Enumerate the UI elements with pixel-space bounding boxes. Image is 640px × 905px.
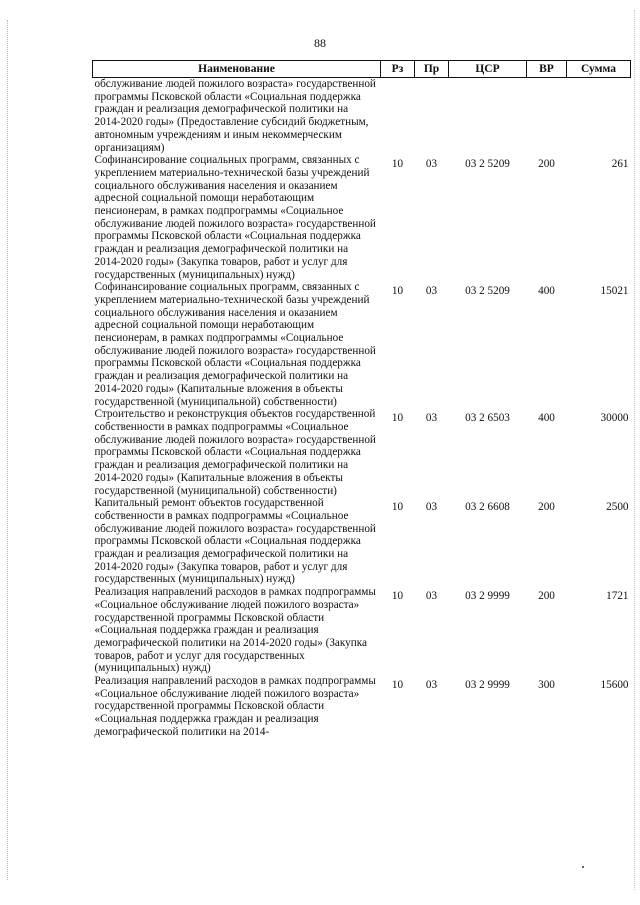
budget-table: [92, 60, 631, 739]
row-csr: 03 2 6503: [465, 412, 510, 425]
row-sum: 30000: [600, 412, 629, 425]
row-rz: [381, 78, 415, 155]
row-pr: 03: [425, 285, 438, 298]
row-rz: 10: [391, 285, 404, 298]
header-pr: Пр: [415, 61, 449, 78]
row-name: обслуживание людей пожилого возраста» государственной программы Псковской области «Социальная поддержка граждан и реализация демографической политики на 2014-2020 годы» (Предоставление субсидий бюджетным, автономным учреждениям и иным некоммерческим организациям): [94, 78, 376, 154]
table-row: [93, 78, 631, 155]
row-pr: 03: [425, 679, 438, 692]
row-sum: 1721: [606, 590, 629, 603]
row-vr: 400: [538, 285, 555, 298]
scan-right-edge: [634, 10, 636, 890]
row-name: Строительство и реконструкция объектов государственной собственности в рамках подпрограммы «Социальное обслуживание людей пожилого возраста» государственной программы Псковской области «Социальная поддержка граждан и реализация демографической политики на 2014-2020 годы» (Капитальные вложения в объекты государственной (муниципальной) собственности): [94, 408, 376, 497]
row-name: Капитальный ремонт объектов государственной собственности в рамках подпрограммы «Социальное обслуживание людей пожилого возраста» государственной программы Псковской области «Социальная поддержка граждан и реализация демографической политики на 2014-2020 годы» (Закупка товаров, работ и услуг для государственных (муниципальных) нужд): [94, 497, 376, 586]
row-vr: 200: [538, 158, 555, 171]
row-csr: 03 2 5209: [465, 285, 510, 298]
row-csr: 03 2 9999: [465, 590, 510, 603]
header-name: Наименование: [93, 61, 381, 78]
table-row: [93, 154, 631, 281]
row-pr: [415, 78, 449, 155]
row-pr: 03: [425, 158, 438, 171]
row-rz: 10: [391, 679, 404, 692]
header-rz: Рз: [381, 61, 415, 78]
row-sum: 261: [611, 158, 629, 171]
row-rz: 10: [391, 590, 404, 603]
row-vr: 300: [538, 679, 555, 692]
table-row: [93, 497, 631, 586]
row-rz: 10: [391, 501, 404, 514]
row-vr: 200: [538, 501, 555, 514]
table-row: [93, 408, 631, 497]
table-header-row: [93, 61, 631, 78]
row-name: Реализация направлений расходов в рамках подпрограммы «Социальное обслуживание людей пожилого возраста» государственной программы Псковской области «Социальная поддержка граждан и реализация демографической политики на 2014-2020 годы» (Закупка товаров, работ и услуг для государственных (муниципальных) нужд): [94, 586, 376, 675]
row-pr: 03: [425, 412, 438, 425]
row-rz: 10: [391, 412, 404, 425]
scan-left-edge: [7, 20, 9, 880]
row-csr: [449, 78, 527, 155]
row-csr: 03 2 9999: [465, 679, 510, 692]
row-pr: 03: [425, 501, 438, 514]
table-row: [93, 586, 631, 675]
header-vr: ВР: [527, 61, 567, 78]
row-pr: 03: [425, 590, 438, 603]
row-csr: 03 2 5209: [465, 158, 510, 171]
row-name: Софинансирование социальных программ, связанных с укреплением материально-технической базы учреждений социального обслуживания населения и оказанием адресной социальной помощи неработающим пенсионерам, в рамках подпрограммы «Социальное обслуживание людей пожилого возраста» государственной программы Псковской области «Социальная поддержка граждан и реализация демографической политики на 2014-2020 годы» (Капитальные вложения в объекты государственной (муниципальной) собственности): [94, 281, 376, 408]
row-vr: 200: [538, 590, 555, 603]
row-csr: 03 2 6608: [465, 501, 510, 514]
page-number: 88: [314, 36, 326, 50]
row-rz: 10: [391, 158, 404, 171]
table-row: [93, 675, 631, 739]
row-vr: [527, 78, 567, 155]
row-vr: 400: [538, 412, 555, 425]
header-csr: ЦСР: [449, 61, 527, 78]
row-sum: 2500: [606, 501, 629, 514]
row-name: Софинансирование социальных программ, связанных с укреплением материально-технической базы учреждений социального обслуживания населения и оказанием адресной социальной помощи неработающим пенсионерам, в рамках подпрограммы «Социальное обслуживание людей пожилого возраста» государственной программы Псковской области «Социальная поддержка граждан и реализация демографической политики на 2014-2020 годы» (Закупка товаров, работ и услуг для государственных (муниципальных) нужд): [94, 154, 376, 281]
row-name: Реализация направлений расходов в рамках подпрограммы «Социальное обслуживание людей пожилого возраста» государственной программы Псковской области «Социальная поддержка граждан и реализация демографической политики на 2014-: [94, 675, 376, 738]
row-sum: 15021: [600, 285, 629, 298]
header-sum: Сумма: [567, 61, 631, 78]
row-sum: [567, 78, 631, 155]
row-sum: 15600: [600, 679, 629, 692]
table-row: [93, 281, 631, 408]
scan-speck: [582, 866, 584, 868]
